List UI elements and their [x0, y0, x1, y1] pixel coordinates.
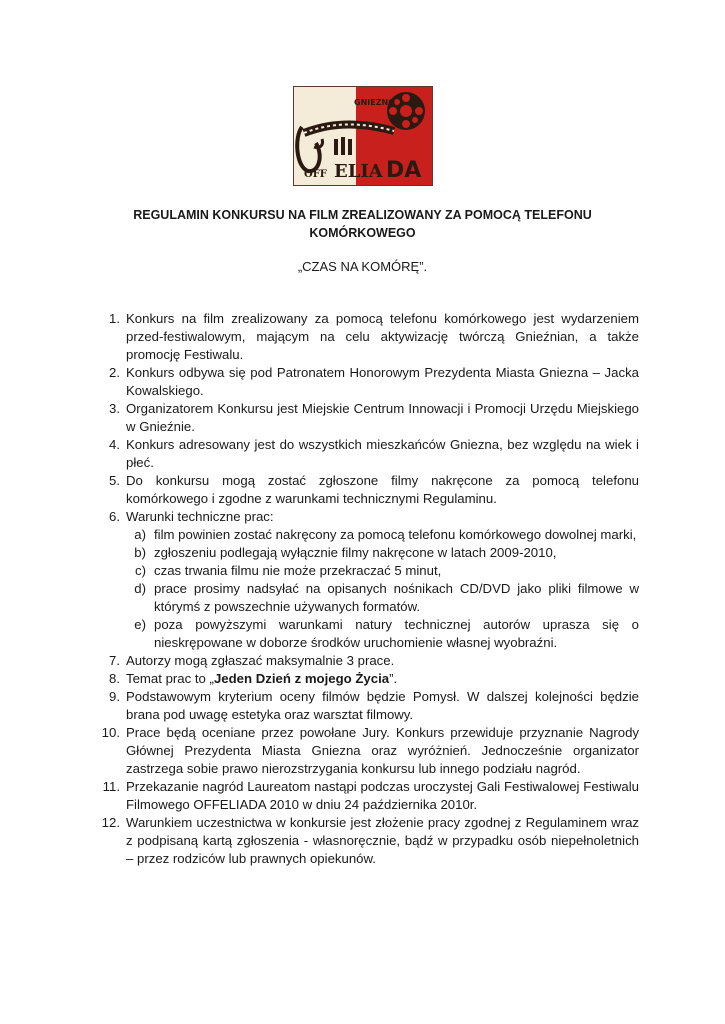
list-item [98, 688, 639, 724]
sub-item-text: zgłoszeniu podlegają wyłącznie filmy nakręcone w latach 2009-2010, [154, 545, 557, 560]
sub-item-letter: c) [135, 563, 146, 578]
item-number: 7. [109, 653, 120, 668]
sub-item-letter: a) [134, 527, 146, 542]
item-number: 10. [101, 725, 120, 740]
item-text: Przekazanie nagród Laureatom nastąpi podczas uroczystej Gali Festiwalowej Festiwalu Filmowego OFFELIADA 2010 w dniu 24 października 2010r. [126, 779, 639, 812]
list-item [98, 436, 639, 472]
sub-list-item [126, 544, 639, 562]
item-text: Prace będą oceniane przez powołane Jury. Konkurs przewiduje przyznanie Nagrody Głównej Prezydenta Miasta Gniezna oraz wyróżnień. Jednocześnie organizator zastrzega sobie prawo nierozstrzygania konkursu lub innego podziału nagród. [126, 725, 639, 776]
list-item [98, 508, 639, 652]
item-text: Organizatorem Konkursu jest Miejskie Centrum Innowacji i Promocji Urzędu Miejskiego w Gnieźnie. [126, 401, 639, 434]
item-number: 4. [109, 437, 120, 452]
sub-list-item [126, 616, 639, 652]
offeliada-logo [293, 86, 433, 186]
item-text: Konkurs adresowany jest do wszystkich mieszkańców Gniezna, bez względu na wiek i płeć. [126, 437, 639, 470]
rules-list [98, 310, 639, 868]
sub-list-item [126, 526, 639, 544]
logo-text-right: DA [386, 158, 422, 183]
sub-item-text: prace prosimy nadsyłać na opisanych nośnikach CD/DVD jako pliki filmowe w którymś z powszechnie używanych formatów. [154, 581, 639, 614]
item-number: 1. [109, 311, 120, 326]
item-text: Autorzy mogą zgłaszać maksymalnie 3 prace. [126, 653, 395, 668]
item-number: 2. [109, 365, 120, 380]
item-text: Konkurs na film zrealizowany za pomocą telefonu komórkowego jest wydarzeniem przed-festiwalowym, mającym na celu aktywizację twórczą Gnieźnian, a także promocję Festiwalu. [126, 311, 639, 362]
list-item [98, 724, 639, 778]
item-number: 9. [109, 689, 120, 704]
list-item [98, 652, 639, 670]
document-title: REGULAMIN KONKURSU NA FILM ZREALIZOWANY ZA POMOCĄ TELEFONU KOMÓRKOWEGO [133, 208, 592, 240]
list-item [98, 670, 639, 688]
item-text-before: Temat prac to „ [126, 671, 214, 686]
list-item [98, 400, 639, 436]
list-item [98, 814, 639, 868]
list-item [98, 472, 639, 508]
item-text: Do konkursu mogą zostać zgłoszone filmy nakręcone za pomocą telefonu komórkowego i zgodne z warunkami technicznymi Regulaminu. [126, 473, 639, 506]
item-number: 11. [102, 779, 120, 794]
item-text: Warunki techniczne prac: [126, 509, 274, 524]
item-theme-bold: Jeden Dzień z mojego Życia [213, 671, 390, 686]
sub-item-text: poza powyższymi warunkami natury technicznej autorów uprasza się o nieskrępowane w doborze środków uruchomienie własnej wyobraźni. [154, 617, 639, 650]
item-number: 12. [101, 815, 120, 830]
sub-item-letter: b) [134, 545, 146, 560]
list-item [98, 364, 639, 400]
list-item [98, 310, 639, 364]
sub-item-text: czas trwania filmu nie może przekraczać 5 minut, [154, 563, 442, 578]
document-subtitle: „CZAS NA KOMÓRĘ”. [297, 259, 428, 274]
item-number: 3. [109, 401, 120, 416]
item-text-after: ”. [389, 671, 398, 686]
sub-list-item [126, 580, 639, 616]
item-text: Warunkiem uczestnictwa w konkursie jest złożenie pracy zgodnej z Regulaminem wraz z podpisaną kartą zgłoszenia - własnoręcznie, bądź w przypadku osób niepełnoletnich – przez rodziców lub prawnych opiekunów. [126, 815, 639, 866]
item-number: 8. [109, 671, 120, 686]
item-number: 6. [109, 509, 120, 524]
sub-item-letter: e) [134, 617, 146, 632]
logo-text-mid: ELIA [334, 161, 383, 182]
logo-text-top: GNIEZNO [354, 98, 395, 107]
list-item [98, 778, 639, 814]
offeliada-logo-graphic [294, 87, 432, 185]
item-number: 5. [109, 473, 120, 488]
item-text: Konkurs odbywa się pod Patronatem Honorowym Prezydenta Miasta Gniezna – Jacka Kowalskiego. [126, 365, 639, 398]
sub-list-item [126, 562, 639, 580]
sub-item-text: film powinien zostać nakręcony za pomocą telefonu komórkowego dowolnej marki, [154, 527, 637, 542]
logo-text-left: OFF [304, 169, 327, 180]
item-text: Podstawowym kryterium oceny filmów będzie Pomysł. W dalszej kolejności będzie brana pod uwagę estetyka oraz warsztat filmowy. [126, 689, 639, 722]
sub-item-letter: d) [134, 581, 146, 596]
